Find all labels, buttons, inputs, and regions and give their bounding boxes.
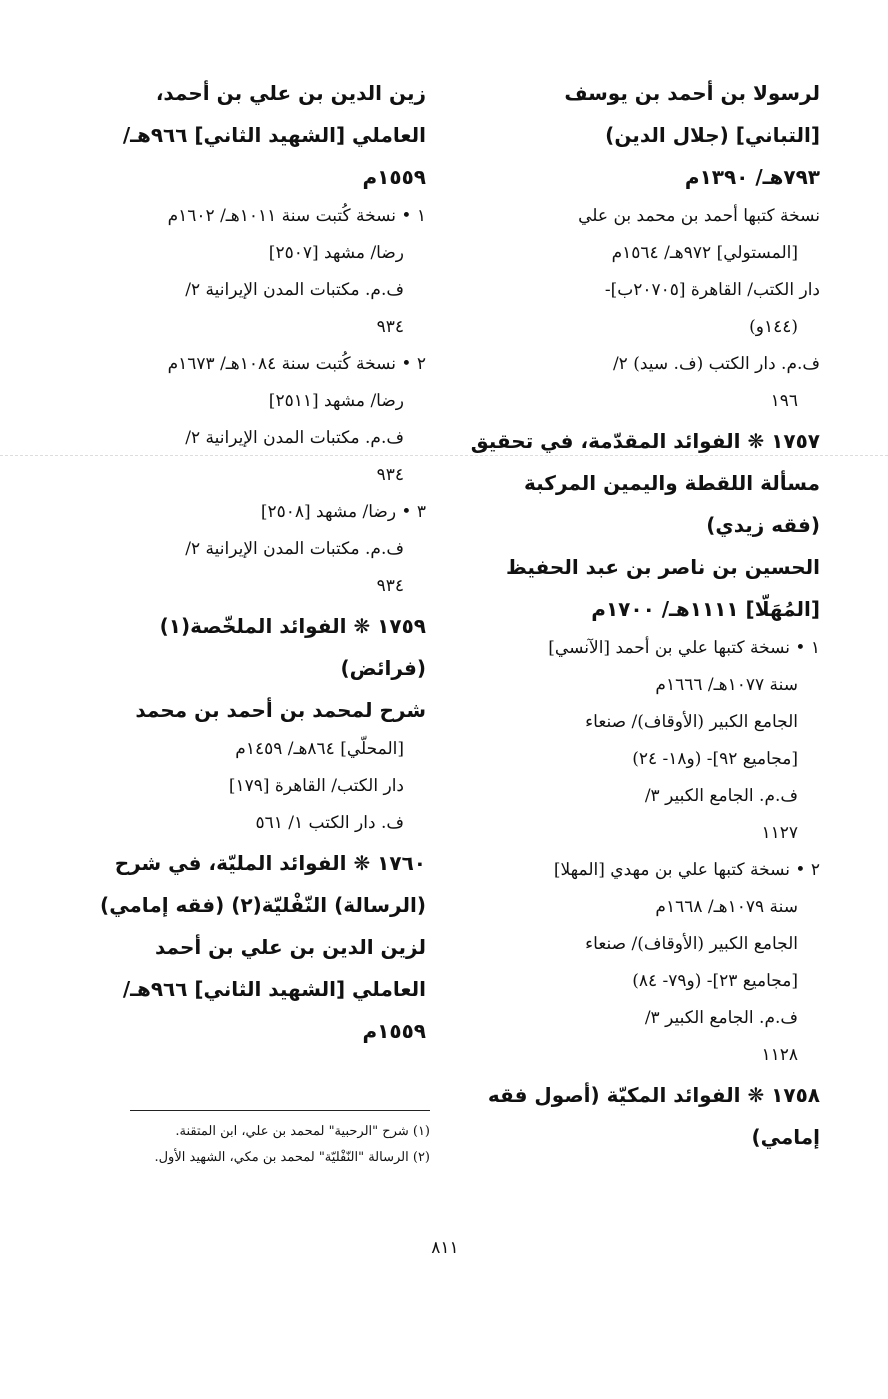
- footnote-rule: [130, 1110, 430, 1111]
- right-column-line: [المُهَلّا] ١١١١هـ/ ١٧٠٠م: [591, 597, 820, 621]
- left-column-line: (الرسالة) النّفْليّة(٢) (فقه إمامي): [100, 893, 426, 917]
- left-column-line: ٩٣٤: [376, 465, 404, 485]
- right-column-line: ف.م. الجامع الكبير ٣/: [644, 786, 798, 806]
- left-column-line: ٣ • رضا/ مشهد [٢٥٠٨]: [260, 502, 426, 522]
- right-column-line: ٧٩٣هـ/ ١٣٩٠م: [684, 165, 820, 189]
- left-column-line: ١ • نسخة كُتبت سنة ١٠١١هـ/ ١٦٠٢م: [167, 206, 426, 226]
- right-column-line: [التباني] (جلال الدين): [605, 123, 820, 147]
- right-column-line: (١٤٤و): [749, 317, 798, 337]
- right-column-line: سنة ١٠٧٧هـ/ ١٦٦٦م: [655, 675, 798, 695]
- right-column-line: ف.م. الجامع الكبير ٣/: [644, 1008, 798, 1028]
- left-column-line: شرح لمحمد بن أحمد بن محمد: [135, 698, 426, 722]
- left-column-line: لزين الدين بن علي بن أحمد: [154, 935, 426, 959]
- left-column-line: ف.م. مكتبات المدن الإيرانية ٢/: [185, 539, 404, 559]
- right-column-line: سنة ١٠٧٩هـ/ ١٦٦٨م: [655, 897, 798, 917]
- page-number: ٨١١: [431, 1238, 459, 1258]
- right-column-line: ٢ • نسخة كتبها علي بن مهدي [المهلا]: [553, 860, 820, 880]
- right-column-line: ١١٢٨: [761, 1045, 798, 1065]
- right-column-line: ١١٢٧: [761, 823, 798, 843]
- left-column-line: (فرائض): [340, 656, 426, 680]
- left-column-line: ١٧٥٩ ❋ الفوائد الملخّصة(١): [159, 614, 426, 638]
- left-column-line: [المحلّي] ٨٦٤هـ/ ١٤٥٩م: [235, 739, 404, 759]
- left-column-line: دار الكتب/ القاهرة [١٧٩]: [228, 776, 404, 796]
- left-column-line: زين الدين بن علي بن أحمد،: [155, 81, 426, 105]
- right-column-line: الجامع الكبير (الأوقاف)/ صنعاء: [585, 934, 798, 954]
- right-column-line: الحسين بن ناصر بن عبد الحفيظ: [505, 555, 820, 579]
- left-column-line: ٩٣٤: [376, 576, 404, 596]
- footnote-2: (٢) الرسالة "النّفْليّة" لمحمد بن مكي، الشهيد الأول.: [154, 1150, 430, 1165]
- right-column-line: الجامع الكبير (الأوقاف)/ صنعاء: [585, 712, 798, 732]
- footnotes: [100, 1110, 430, 1171]
- right-column-line: دار الكتب/ القاهرة [٢٠٧٠٥ب]-: [604, 280, 820, 300]
- right-column: [468, 72, 820, 1158]
- right-column-line: ١٩٦: [770, 391, 798, 411]
- left-column: [96, 72, 426, 1052]
- left-column-line: ١٥٥٩م: [362, 165, 426, 189]
- left-column-line: ١٧٦٠ ❋ الفوائد المليّة، في شرح: [114, 851, 426, 875]
- right-column-line: مسألة اللقطة واليمين المركبة: [524, 471, 820, 495]
- right-column-line: نسخة كتبها أحمد بن محمد بن علي: [578, 206, 820, 226]
- left-column-line: ف. دار الكتب ١/ ٥٦١: [255, 813, 404, 833]
- left-column-line: العاملي [الشهيد الثاني] ٩٦٦هـ/: [122, 123, 426, 147]
- right-column-line: [مجاميع ٩٢]- (و١٨- ٢٤): [632, 749, 798, 769]
- right-column-line: ١٧٥٨ ❋ الفوائد المكيّة (أصول فقه: [487, 1083, 820, 1107]
- right-column-line: [مجاميع ٢٣]- (و٧٩- ٨٤): [632, 971, 798, 991]
- left-column-line: ف.م. مكتبات المدن الإيرانية ٢/: [185, 428, 404, 448]
- left-column-line: رضا/ مشهد [٢٥٠٧]: [268, 243, 404, 263]
- right-column-line: لرسولا بن أحمد بن يوسف: [564, 81, 820, 105]
- footnote-1: (١) شرح "الرحبية" لمحمد بن علي، ابن المتقنة.: [175, 1124, 430, 1139]
- left-column-line: ف.م. مكتبات المدن الإيرانية ٢/: [185, 280, 404, 300]
- right-column-line: ١٧٥٧ ❋ الفوائد المقدّمة، في تحقيق: [470, 429, 820, 453]
- right-column-line: ١ • نسخة كتبها علي بن أحمد [الآنسي]: [548, 638, 820, 658]
- left-column-line: ٢ • نسخة كُتبت سنة ١٠٨٤هـ/ ١٦٧٣م: [167, 354, 426, 374]
- right-column-line: (فقه زيدي): [706, 513, 820, 537]
- left-column-line: ١٥٥٩م: [362, 1019, 426, 1043]
- right-column-line: ف.م. دار الكتب (ف. سيد) ٢/: [612, 354, 820, 374]
- right-column-line: إمامي): [751, 1125, 820, 1149]
- left-column-line: العاملي [الشهيد الثاني] ٩٦٦هـ/: [122, 977, 426, 1001]
- left-column-line: رضا/ مشهد [٢٥١١]: [268, 391, 404, 411]
- left-column-line: ٩٣٤: [376, 317, 404, 337]
- right-column-line: [المستولي] ٩٧٢هـ/ ١٥٦٤م: [611, 243, 798, 263]
